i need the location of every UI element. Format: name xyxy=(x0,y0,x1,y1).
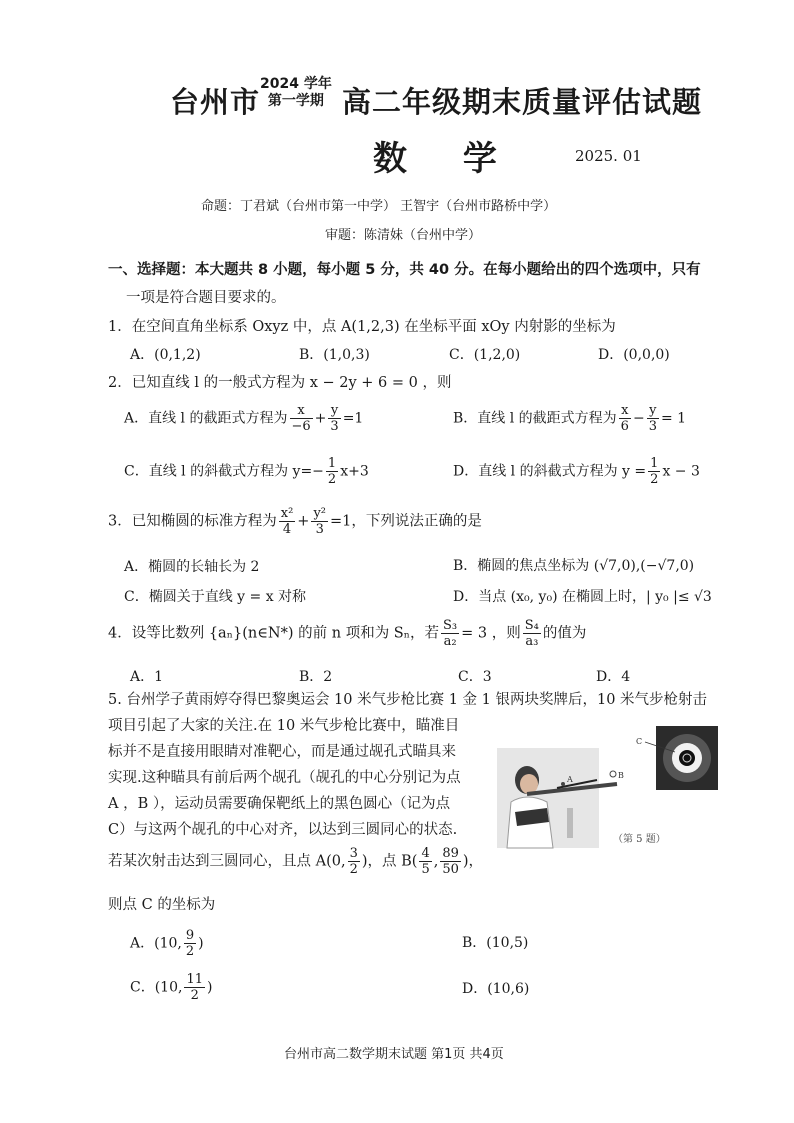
q5-option-d: D．(10,6) xyxy=(462,981,530,997)
q2-b-text: B．直线 l 的截距式方程为 xyxy=(453,410,617,427)
q2-option-a xyxy=(124,403,363,434)
q2-c-frac xyxy=(326,456,338,487)
q5-line1: 5. 台州学子黄雨婷夺得巴黎奥运会 10 米气步枪比赛 1 金 1 银两块奖牌后，10 米气步枪射击 xyxy=(108,692,708,708)
q2-option-d xyxy=(453,456,700,487)
q2-a-frac2-num: y xyxy=(328,403,340,419)
q2-c-frac-den: 2 xyxy=(327,472,337,487)
q2-a-frac1-den: −6 xyxy=(291,419,311,434)
q3-option-b: B．椭圆的焦点坐标为 (√7,0),(−√7,0) xyxy=(453,558,695,574)
q3-stem-post: =1，下列说法正确的是 xyxy=(330,513,482,530)
q1-stem: 1．在空间直角坐标系 Oxyz 中，点 A(1,2,3) 在坐标平面 xOy 内射影的坐标为 xyxy=(108,319,616,335)
q4-stem-post: 的值为 xyxy=(542,625,587,642)
q2-b-frac2 xyxy=(647,403,659,434)
q1-option-a: A．(0,1,2) xyxy=(130,347,201,363)
q5-a-pre: A．(10, xyxy=(130,935,182,952)
q5-b-frac2-num: 89 xyxy=(442,846,459,861)
label-b: B xyxy=(618,771,624,780)
q2-stem: 2．已知直线 l 的一般式方程为 x − 2y + 6 = 0 ，则 xyxy=(108,375,452,391)
exam-date: 2025. 01 xyxy=(575,147,642,165)
q5-opt-a-num: 9 xyxy=(185,928,195,943)
q5-line8: 则点 C 的坐标为 xyxy=(108,897,216,913)
q5-line5: A ，B ），运动员需要确保靶纸上的黑色圆心（记为点 xyxy=(108,796,451,812)
q4-frac1 xyxy=(441,618,459,649)
q2-a-frac1-num: x xyxy=(290,403,313,419)
q1-option-b: B．(1,0,3) xyxy=(299,347,370,363)
sight-a-point xyxy=(561,782,565,786)
q4-frac1-den: a₂ xyxy=(443,634,457,649)
q4-option-a: A．1 xyxy=(130,669,164,685)
q5-b-frac2 xyxy=(440,846,461,877)
q5-opt-a-frac xyxy=(184,928,196,959)
q5-b-frac2-den: 50 xyxy=(442,862,459,877)
q4-option-d: D．4 xyxy=(596,669,631,685)
credits-authors: 命题：丁君斌（台州市第一中学） 王智宇（台州市路桥中学） xyxy=(201,199,557,214)
q2-c-post: x+3 xyxy=(340,463,369,480)
q5-c-pre: C．(10, xyxy=(130,979,183,996)
q5-line7-post: )， xyxy=(462,853,484,870)
q5-a-frac-num: 3 xyxy=(349,846,358,861)
q3-frac1-den: 4 xyxy=(282,522,292,537)
q2-a-frac2 xyxy=(328,403,340,434)
q2-a-frac1 xyxy=(290,403,313,434)
q2-b-frac1-num: x xyxy=(619,403,631,419)
q2-b-frac2-num: y xyxy=(647,403,659,419)
q4-stem-mid: = 3 ，则 xyxy=(461,625,521,642)
q4-frac2-num: S₄ xyxy=(524,618,539,633)
q3-op: + xyxy=(297,513,310,530)
q3-frac2-num: y² xyxy=(313,506,326,521)
q5-b-comma: , xyxy=(433,853,439,870)
q4-stem xyxy=(108,618,586,649)
label-c: C xyxy=(636,737,643,746)
q5-a-frac-den: 2 xyxy=(349,862,358,877)
q3-option-c: C．椭圆关于直线 y = x 对称 xyxy=(124,589,307,605)
q5-caption: （第 5 题） xyxy=(613,834,666,845)
q1-option-d: D．(0,0,0) xyxy=(598,347,670,363)
q3-option-d: D．当点 (x₀, y₀) 在椭圆上时，| y₀ |≤ √3 xyxy=(453,589,712,605)
section-heading-line2: 一项是符合题目要求的。 xyxy=(126,290,286,306)
q2-d-frac-num: 1 xyxy=(650,456,659,471)
q5-c-post: ) xyxy=(207,979,213,996)
q5-option-a xyxy=(130,928,204,959)
q3-stem-pre: 3．已知椭圆的标准方程为 xyxy=(108,513,277,530)
q5-b-frac1 xyxy=(419,846,431,877)
header-term: 第一学期 xyxy=(267,93,324,109)
q4-stem-pre: 4．设等比数列 {aₙ}(n∈N*) 的前 n 项和为 Sₙ，若 xyxy=(108,625,440,642)
q5-line7-pre: 若某次射击达到三圆同心，且点 A(0, xyxy=(108,853,346,870)
q5-opt-c-den: 2 xyxy=(190,988,199,1003)
q5-line3: 标并不是直接用眼睛对准靶心，而是通过觇孔式瞄具来 xyxy=(108,744,456,760)
q2-c-frac-num: 1 xyxy=(327,456,337,471)
q5-a-frac xyxy=(348,846,360,877)
q5-opt-c-num: 11 xyxy=(186,972,203,987)
q5-line2: 项目引起了大家的关注.在 10 米气步枪比赛中，瞄准目 xyxy=(108,718,460,734)
q2-a-op: + xyxy=(314,410,327,427)
q5-opt-a-den: 2 xyxy=(185,944,195,959)
q5-line4: 实现.这种瞄具有前后两个觇孔（觇孔的中心分别记为点 xyxy=(108,770,461,786)
header-city: 台州市 xyxy=(170,85,261,119)
q3-stem xyxy=(108,506,482,537)
q2-option-b xyxy=(453,403,686,434)
q2-b-op: − xyxy=(632,410,645,427)
q2-a-text: A．直线 l 的截距式方程为 xyxy=(124,410,288,427)
q2-d-frac-den: 2 xyxy=(650,472,659,487)
q2-c-text: C．直线 l 的斜截式方程为 y=− xyxy=(124,463,324,480)
q3-frac2 xyxy=(311,506,328,537)
q2-a-frac2-den: 3 xyxy=(330,419,339,434)
q2-b-frac1 xyxy=(619,403,631,434)
q5-option-c xyxy=(130,972,212,1003)
q4-frac2 xyxy=(523,618,541,649)
subject-title: 数 学 xyxy=(373,139,519,179)
q2-b-frac2-den: 3 xyxy=(648,419,657,434)
page-footer: 台州市高二数学期末试题 第1页 共4页 xyxy=(284,1047,504,1062)
q2-b-frac1-den: 6 xyxy=(620,419,629,434)
q4-frac2-den: a₃ xyxy=(525,634,539,649)
q4-option-c: C．3 xyxy=(458,669,492,685)
q5-line7 xyxy=(108,846,483,877)
q4-option-b: B．2 xyxy=(299,669,333,685)
header-semester xyxy=(260,76,332,110)
q5-line6: C）与这两个觇孔的中心对齐，以达到三圆同心的状态. xyxy=(108,822,458,838)
q5-line7-mid: )，点 B( xyxy=(361,853,418,870)
q3-frac1 xyxy=(279,506,296,537)
q2-d-text: D．直线 l 的斜截式方程为 y = xyxy=(453,463,647,480)
q5-b-frac1-num: 4 xyxy=(421,846,430,861)
q3-frac2-den: 3 xyxy=(315,522,324,537)
q1-option-c: C．(1,2,0) xyxy=(449,347,521,363)
sight-b-point xyxy=(610,771,616,777)
q2-option-c xyxy=(124,456,369,487)
header-year: 2024 学年 xyxy=(260,76,332,92)
q5-opt-c-frac xyxy=(184,972,205,1003)
label-a: A xyxy=(567,775,573,784)
q2-d-post: x − 3 xyxy=(662,463,700,480)
q5-a-post: ) xyxy=(198,935,204,952)
q2-d-frac xyxy=(648,456,660,487)
q2-b-post: = 1 xyxy=(660,410,687,427)
target-bullseye xyxy=(679,750,695,766)
section-heading-line1: 一、选择题：本大题共 8 小题，每小题 5 分，共 40 分。在每小题给出的四个选项中，只有 xyxy=(108,262,701,278)
q5-option-b: B．(10,5) xyxy=(462,935,529,951)
credits-reviewer: 审题：陈清妹（台州中学） xyxy=(325,228,482,243)
q3-option-a: A．椭圆的长轴长为 2 xyxy=(124,559,260,575)
q2-a-post: =1 xyxy=(342,410,364,427)
q5-b-frac1-den: 5 xyxy=(421,862,430,877)
q5-figure xyxy=(497,722,721,850)
q3-frac1-num: x² xyxy=(280,506,294,521)
q4-frac1-num: S₃ xyxy=(443,618,458,633)
header-exam-title: 高二年级期末质量评估试题 xyxy=(342,85,703,119)
